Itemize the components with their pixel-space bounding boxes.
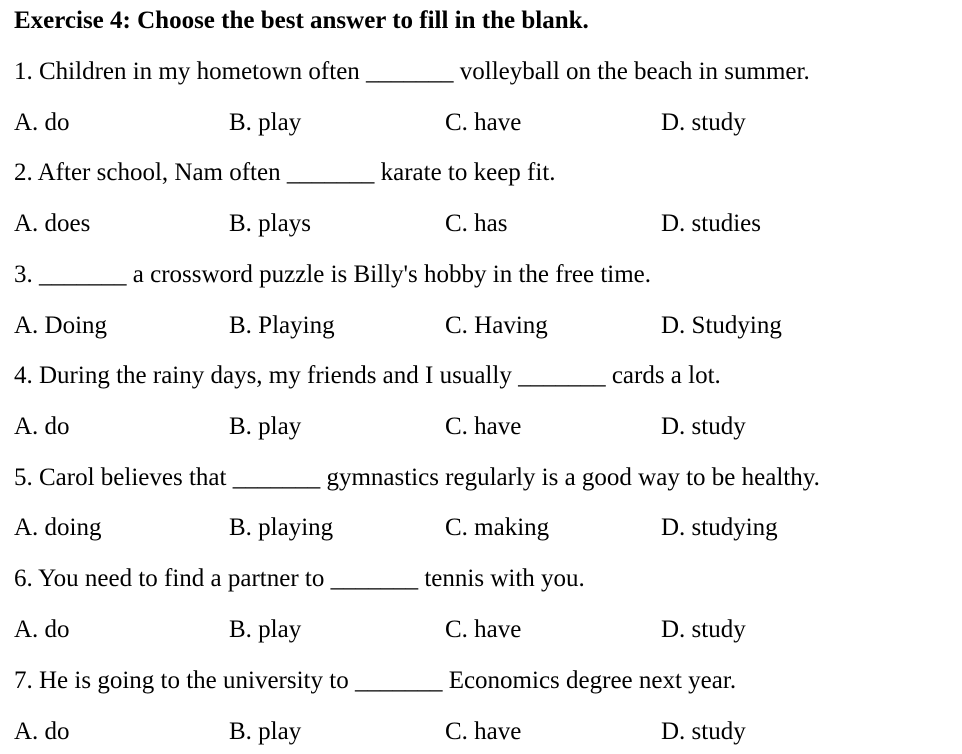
question-6-options	[14, 614, 954, 646]
question-2-option-c: C. has	[445, 210, 508, 237]
question-6-text: 6. You need to find a partner to _______ tennis with you.	[14, 565, 585, 592]
question-1-option-c: C. have	[445, 109, 522, 136]
question-7-option-b: B. play	[229, 718, 302, 745]
question-7-option-d: D. study	[661, 718, 746, 745]
question-7-options	[14, 716, 954, 748]
question-7-option-a: A. do	[14, 718, 70, 745]
question-4-option-c: C. have	[445, 413, 522, 440]
question-5-text: 5. Carol believes that _______ gymnastics regularly is a good way to be healthy.	[14, 464, 820, 491]
question-5-option-b: B. playing	[229, 514, 334, 541]
question-1-options	[14, 107, 954, 139]
question-4-option-d: D. study	[661, 413, 746, 440]
question-6-option-b: B. play	[229, 616, 302, 643]
question-2-text: 2. After school, Nam often _______ karate to keep fit.	[14, 159, 556, 186]
question-1-text: 1. Children in my hometown often _______ volleyball on the beach in summer.	[14, 58, 810, 85]
question-5-options	[14, 512, 954, 544]
question-1-option-d: D. study	[661, 109, 746, 136]
question-5-option-d: D. studying	[661, 514, 778, 541]
question-6-option-a: A. do	[14, 616, 70, 643]
question-2-option-b: B. plays	[229, 210, 311, 237]
question-7-option-c: C. have	[445, 718, 522, 745]
question-4-option-a: A. do	[14, 413, 70, 440]
question-5-option-a: A. doing	[14, 514, 102, 541]
question-3-text: 3. _______ a crossword puzzle is Billy's hobby in the free time.	[14, 261, 652, 288]
question-2-option-d: D. studies	[661, 210, 761, 237]
question-3-option-d: D. Studying	[661, 312, 782, 339]
question-4-option-b: B. play	[229, 413, 302, 440]
question-3-option-c: C. Having	[445, 312, 548, 339]
question-2-option-a: A. does	[14, 210, 91, 237]
question-1-option-b: B. play	[229, 109, 302, 136]
question-3-option-a: A. Doing	[14, 312, 108, 339]
exercise-title: Exercise 4: Choose the best answer to fill in the blank.	[14, 7, 589, 34]
question-4-options	[14, 411, 954, 443]
question-4-text: 4. During the rainy days, my friends and I usually _______ cards a lot.	[14, 362, 721, 389]
question-7-text: 7. He is going to the university to _______ Economics degree next year.	[14, 667, 737, 694]
question-3-option-b: B. Playing	[229, 312, 335, 339]
question-5-option-c: C. making	[445, 514, 550, 541]
question-2-options	[14, 208, 954, 240]
question-6-option-c: C. have	[445, 616, 522, 643]
question-3-options	[14, 310, 954, 342]
question-1-option-a: A. do	[14, 109, 70, 136]
question-6-option-d: D. study	[661, 616, 746, 643]
